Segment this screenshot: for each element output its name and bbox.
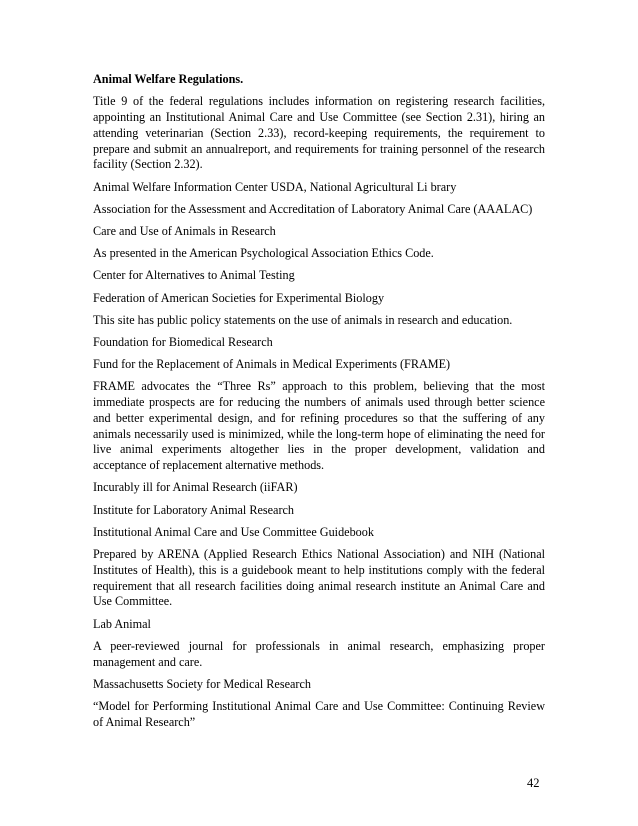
entry-caat: Center for Alternatives to Animal Testing <box>93 268 295 283</box>
entry-care-and-use: Care and Use of Animals in Research <box>93 223 276 238</box>
entry-ilar: Institute for Laboratory Animal Research <box>93 502 295 517</box>
page-number: 42 <box>527 776 540 790</box>
entry-iacuc-guidebook: Institutional Animal Care and Use Committee Guidebook <box>93 524 374 539</box>
entry-description-apa: As presented in the American Psychological Association Ethics Code. <box>93 246 434 261</box>
section-heading: Animal Welfare Regulations. <box>93 72 244 86</box>
entry-aaalac: Association for the Assessment and Accreditation of Laboratory Animal Care (AAALAC) <box>93 201 533 216</box>
entry-iifar: Incurably ill for Animal Research (iiFAR) <box>93 480 298 495</box>
entry-model-iacuc: “Model for Performing Institutional Animal Care and Use Committee: Continuing Review of Animal Research” <box>93 698 545 729</box>
entry-frame: Fund for the Replacement of Animals in Medical Experiments (FRAME) <box>93 357 451 372</box>
page-content <box>93 72 545 737</box>
paragraph-title-9: Title 9 of the federal regulations includes information on registering research facilities, appointing an Institutional Animal Care and Use Committee (see Section 2.31), hiring an attending veterinarian (Section 2.33), record-keeping requirements, the requirement to prepare and submit an annualreport, and requirements for training personnel of the research facility (Section 2.32). <box>93 94 545 172</box>
entry-lab-animal: Lab Animal <box>93 616 151 631</box>
entry-fbr: Foundation for Biomedical Research <box>93 334 273 349</box>
entry-msmr: Massachusetts Society for Medical Research <box>93 676 311 691</box>
entry-description-lab-animal: A peer-reviewed journal for professionals in animal research, emphasizing proper management and care. <box>93 638 545 669</box>
entry-description-frame: FRAME advocates the “Three Rs” approach to this problem, believing that the most immediate prospects are for reducing the numbers of animals used through better science and better experimental design, and for refining procedures so that the suffering of any animals necessarily used is minimized, while the long-term hope of eliminating the need for live animal experiments altogether lies in the proper development, validation and acceptance of replacement alternative methods. <box>93 379 545 473</box>
entry-faseb: Federation of American Societies for Experimental Biology <box>93 290 385 305</box>
entry-description-arena: Prepared by ARENA (Applied Research Ethics National Association) and NIH (National Institutes of Health), this is a guidebook meant to help institutions comply with the federal requirement that all research facilities doing animal research institute an Animal Care and Use Committee. <box>93 546 545 609</box>
entry-awic-usda: Animal Welfare Information Center USDA, National Agricultural Li brary <box>93 179 457 194</box>
entry-description-faseb: This site has public policy statements on the use of animals in research and education. <box>93 312 513 327</box>
